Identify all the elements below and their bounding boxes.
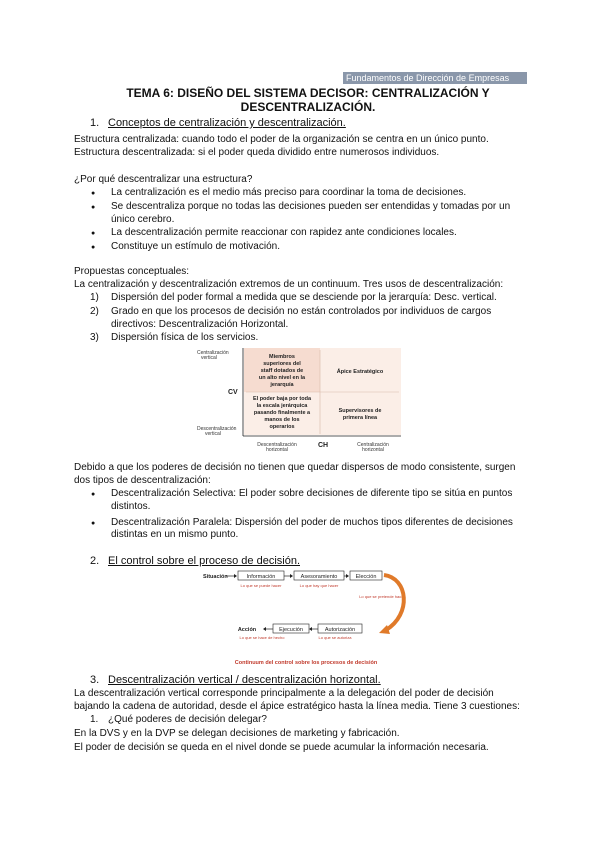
list-number: 1): [90, 292, 99, 303]
cell-line: pasando finalmente a: [253, 410, 311, 416]
flow-ejecucion: Ejecución: [279, 627, 303, 633]
list-item: ● La centralización es el medio más preciso para coordinar la toma de decisiones.: [91, 187, 521, 200]
cell-line: manos de los: [264, 417, 300, 423]
section-2-number: 2.: [90, 555, 100, 567]
cell-line: primera línea: [342, 415, 378, 421]
list-item: [90, 306, 520, 332]
list-item: ● Se descentraliza porque no todas las decisiones pueden ser entendidas y tomadas por un único cerebro.: [91, 201, 521, 227]
cell-bottom-right-text: [339, 408, 382, 421]
list-number: 2): [90, 305, 99, 317]
flow-asesoramiento: Asesoramiento: [300, 574, 338, 580]
bottom-mid-label: CH: [317, 442, 329, 449]
label-line: Descentralización: [197, 426, 237, 432]
section-1-heading: [90, 117, 346, 130]
def-centralizada: Estructura centralizada: cuando todo el poder de la organización se centra en un único punto.: [74, 134, 489, 145]
cell-line: Supervisores de: [338, 408, 382, 414]
section-3-number: 3.: [90, 674, 100, 686]
section-3-title: Descentralización vertical / descentralización horizontal.: [108, 674, 381, 686]
proposals-intro: La centralización y descentralización extremos de un continuum. Tres usos de descentralización:: [74, 279, 504, 290]
left-mid-label: CV: [228, 389, 238, 396]
label-line: Centralización: [357, 442, 389, 448]
section-1-number: 1.: [90, 117, 100, 129]
label-line: horizontal: [362, 447, 384, 453]
list-text: Dispersión del poder formal a medida que se desciende por la jerarquía: Desc. vertical.: [111, 292, 497, 303]
flow-caption: Continuum del control sobre los procesos de decisión: [234, 660, 378, 666]
section-2-title: El control sobre el proceso de decisión.: [108, 555, 300, 567]
centralization-matrix-figure: [195, 346, 407, 454]
section-3-heading: [90, 674, 381, 687]
cell-line: staff dotados de: [260, 368, 304, 374]
cell-top-right-text: Ápice Estratégico: [336, 369, 384, 375]
flow-arrowhead: [263, 627, 266, 631]
list-item: ● Descentralización Selectiva: El poder sobre decisiones de diferente tipo se sitúa en puntos distintos.: [91, 488, 525, 514]
page-title: TEMA 6: DISEÑO DEL SISTEMA DECISOR: CENTRALIZACIÓN Y DESCENTRALIZACIÓN.: [126, 86, 490, 114]
decentralization-types-list: [91, 488, 525, 542]
section-3-intro: La descentralización vertical corresponde principalmente a la delegación del poder de decisión bajando la cadena de autoridad, desde el ápice estratégico hasta la línea media. Tiene 3 cuestiones:: [74, 688, 520, 712]
cell-line: jerarquía: [270, 382, 294, 388]
why-question: ¿Por qué descentralizar una estructura?: [74, 174, 253, 185]
bottom-right-label: [357, 442, 389, 453]
flow-note-3: Lo que se pretende hacer: [359, 594, 405, 599]
flow-arrowhead: [290, 574, 293, 578]
list-item: ● La descentralización permite reaccionar con rapidez ante condiciones locales.: [91, 227, 521, 240]
flow-accion: Acción: [237, 627, 257, 633]
after-matrix-text: Debido a que los poderes de decisión no tienen que quedar dispersos de modo consistente, surgen dos tipos de descentralización:: [74, 462, 516, 486]
cell-line: Miembros: [269, 354, 295, 360]
label-line: Descentralización: [257, 442, 297, 448]
course-header-tag: Fundamentos de Dirección de Empresas: [343, 72, 527, 84]
flow-curve-arrow: [384, 575, 404, 630]
flow-autorizacion: Autorización: [324, 627, 356, 633]
question-1-text: ¿Qué poderes de decisión delegar?: [108, 714, 267, 725]
flow-arrowhead: [309, 627, 312, 631]
list-text: Grado en que los procesos de decisión no están controlados por individuos de cargos directivos: Descentralización Horizontal.: [111, 305, 492, 330]
question-1: [90, 714, 267, 727]
poder-line: El poder de decisión se queda en el nivel donde se puede acumular la información necesaria.: [74, 742, 489, 753]
bottom-left-label: [257, 442, 297, 453]
question-1-number: 1.: [90, 714, 99, 725]
list-item: [90, 332, 520, 345]
flow-note-4: Lo que se hace de hecho: [239, 635, 285, 640]
section-1-title: Conceptos de centralización y descentralización.: [108, 117, 346, 129]
flow-note-5: Lo que se autoriza: [318, 635, 352, 640]
left-top-label: [197, 350, 229, 361]
proposals-title: Propuestas conceptuales:: [74, 266, 190, 277]
decision-control-flow-figure: [200, 566, 412, 670]
label-line: Centralización: [197, 350, 229, 356]
list-item: [90, 292, 520, 305]
why-bullet-list: [91, 187, 521, 254]
flow-note-1: Lo que se puede hacer: [240, 583, 282, 588]
label-line: vertical: [205, 431, 221, 437]
label-line: horizontal: [266, 447, 288, 453]
list-text: Dispersión física de los servicios.: [111, 332, 259, 344]
def-descentralizada: Estructura descentralizada: si el poder queda dividido entre numerosos individuos.: [74, 147, 440, 158]
flow-arrowhead: [234, 574, 237, 578]
list-item: ● Constituye un estímulo de motivación.: [91, 241, 521, 254]
flow-arrowhead: [346, 574, 349, 578]
cell-line: la escala jerárquica: [256, 403, 308, 409]
cell-line: un alto nivel en la: [258, 375, 306, 381]
cell-line: El poder baja por toda: [252, 396, 312, 402]
cell-line: superiores del: [263, 361, 301, 367]
dvs-line: En la DVS y en la DVP se delegan decisiones de marketing y fabricación.: [74, 728, 400, 739]
label-line: vertical: [201, 355, 217, 361]
flow-informacion: Información: [246, 574, 276, 580]
flow-note-2: Lo que hay que hacer: [299, 583, 339, 588]
flow-eleccion: Elección: [355, 574, 377, 580]
left-bottom-label: [197, 426, 237, 437]
cell-line: operarios: [269, 424, 295, 430]
flow-situacion: Situación: [203, 574, 228, 580]
list-item: ● Descentralización Paralela: Dispersión del poder de muchos tipos diferentes de decisiones distintas en un mismo punto.: [91, 517, 525, 543]
proposals-list: [90, 292, 520, 345]
list-number: 3): [90, 332, 99, 344]
